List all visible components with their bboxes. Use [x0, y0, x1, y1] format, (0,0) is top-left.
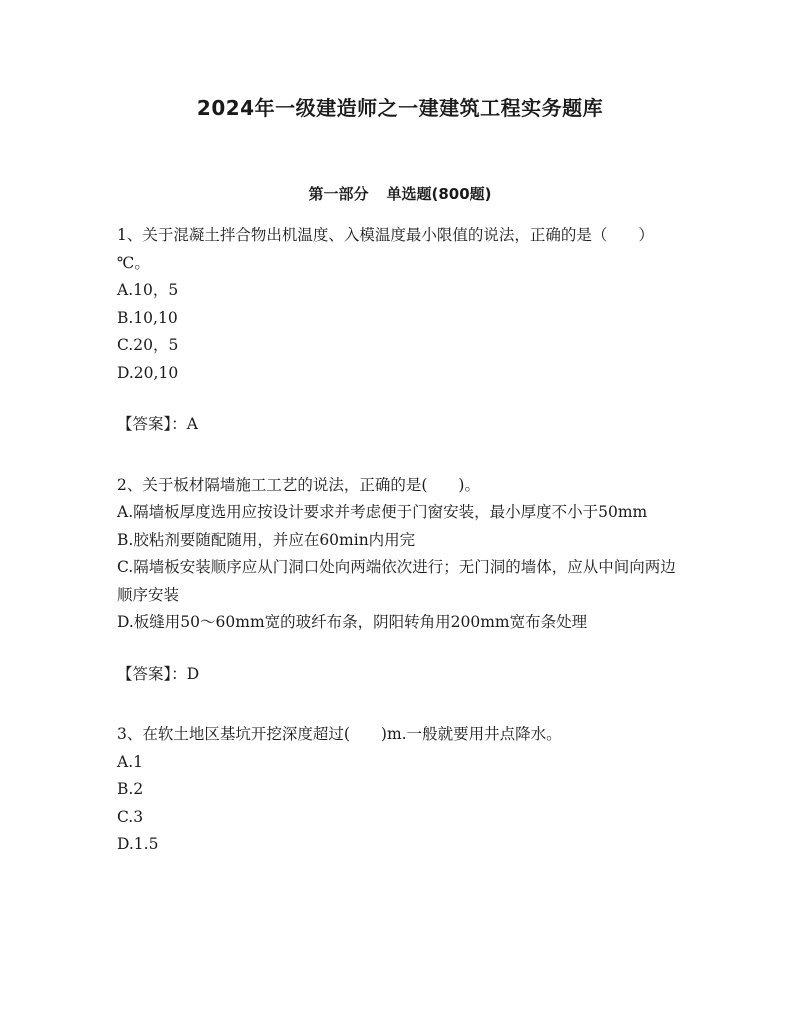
option-b: B.2 — [117, 780, 144, 798]
option-c: C.隔墙板安装顺序应从门洞口处向两端依次进行；无门洞的墙体，应从中间向两边顺序安装 — [117, 558, 676, 604]
question-1 — [117, 222, 677, 439]
answer-line — [117, 661, 677, 689]
document-title: 2024年一级建造师之一建建筑工程实务题库 — [196, 96, 604, 120]
answer-value: D — [186, 664, 200, 683]
answer-label: 【答案】： — [117, 664, 187, 683]
question-2 — [117, 472, 677, 689]
question-stem: 1、关于混凝土拌合物出机温度、入模温度最小限值的说法，正确的是（ ）℃。 — [117, 226, 654, 272]
question-list — [117, 222, 677, 892]
option-d: D.板缝用50～60mm宽的玻纤布条，阴阳转角用200mm宽布条处理 — [117, 613, 588, 631]
option-c: C.20，5 — [117, 336, 179, 354]
question-stem: 3、在软土地区基坑开挖深度超过( )m.一般就要用井点降水。 — [117, 725, 562, 743]
answer-label: 【答案】： — [117, 415, 187, 433]
section-heading — [0, 183, 800, 204]
question-3 — [117, 721, 677, 859]
option-a: A.1 — [117, 752, 143, 771]
section-name: 单选题(800题) — [386, 185, 492, 203]
option-b: B.胶粘剂要随配随用，并应在60min内用完 — [117, 530, 416, 549]
section-part: 第一部分 — [308, 185, 369, 203]
option-c: C.3 — [117, 807, 144, 826]
option-b: B.10,10 — [117, 308, 178, 327]
option-a: A.10，5 — [117, 281, 179, 299]
question-stem: 2、关于板材隔墙施工工艺的说法，正确的是( )。 — [117, 475, 480, 494]
answer-value: A — [186, 415, 198, 433]
answer-line — [117, 411, 677, 439]
option-d: D.20,10 — [117, 363, 179, 382]
option-d: D.1.5 — [117, 835, 159, 853]
option-a: A.隔墙板厚度选用应按设计要求并考虑便于门窗安装，最小厚度不小于50mm — [117, 503, 648, 521]
